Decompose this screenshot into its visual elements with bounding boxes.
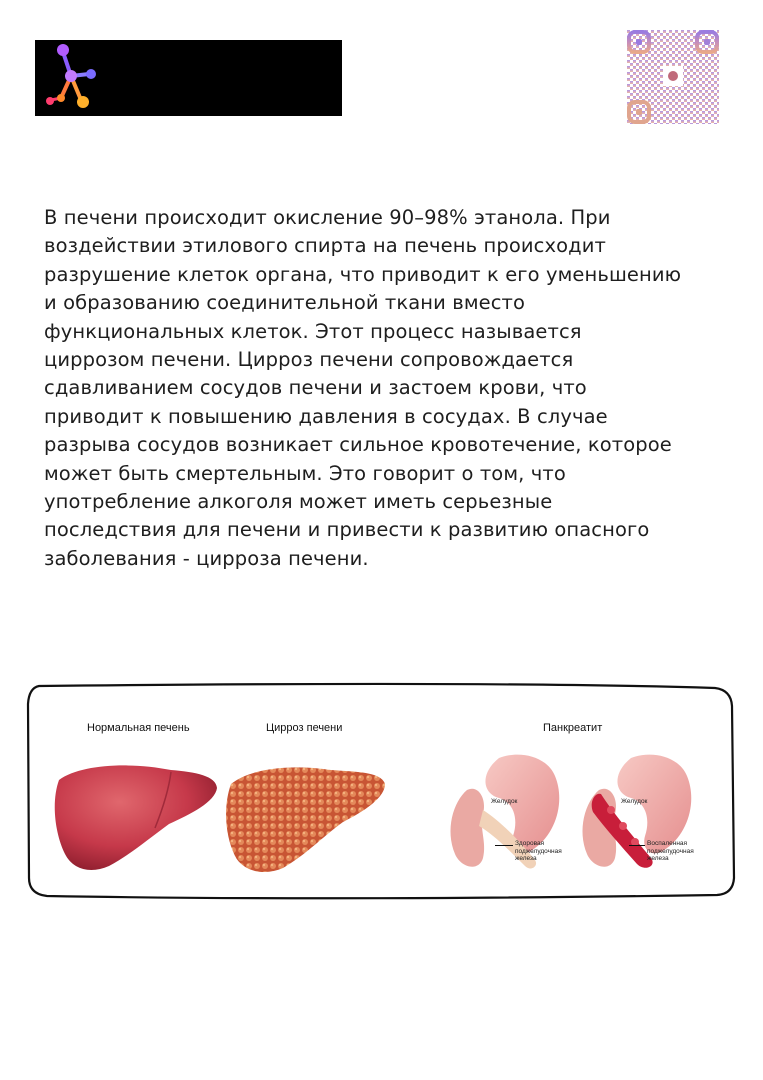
- illustration-frame: [25, 682, 737, 900]
- normal-liver-image: [51, 758, 219, 876]
- header-bar: [35, 40, 342, 116]
- pancreatitis-caption: Панкреатит: [543, 722, 603, 734]
- stomach-label-left: Желудок: [491, 798, 518, 805]
- normal-liver-caption: Нормальная печень: [87, 722, 190, 734]
- qr-code-icon: [627, 30, 719, 124]
- body-paragraph: В печени происходит окисление 90–98% этанола. При воздействии этилового спирта на печень происходит разрушение клеток органа, что приводит к его уменьшению и образованию соединительной ткани вместо функциональных клеток. Этот процесс называется циррозом печени. Цирроз печени сопровождается сдавливанием сосудов печени и застоем крови, что приводит к повышению давления в сосудах. В случае разрыва сосудов возникает сильное кровотечение, которое может быть смертельным. Это говорит о том, что употребление алкоголя может иметь серьезные последствия для печени и привести к развитию опасного заболевания - цирроза печени.: [44, 206, 682, 570]
- cirrhosis-caption: Цирроз печени: [266, 722, 343, 734]
- healthy-gland-pointer: [495, 845, 513, 846]
- cirrhotic-liver-image: [221, 758, 391, 878]
- inflamed-gland-pointer: [629, 845, 645, 846]
- molecule-logo-icon: [41, 42, 99, 110]
- stomach-label-right: Желудок: [621, 798, 648, 805]
- healthy-gland-label: Здоровая поджелудочная железа: [515, 840, 562, 862]
- inflamed-gland-label: Воспаленная поджелудочная железа: [647, 840, 694, 862]
